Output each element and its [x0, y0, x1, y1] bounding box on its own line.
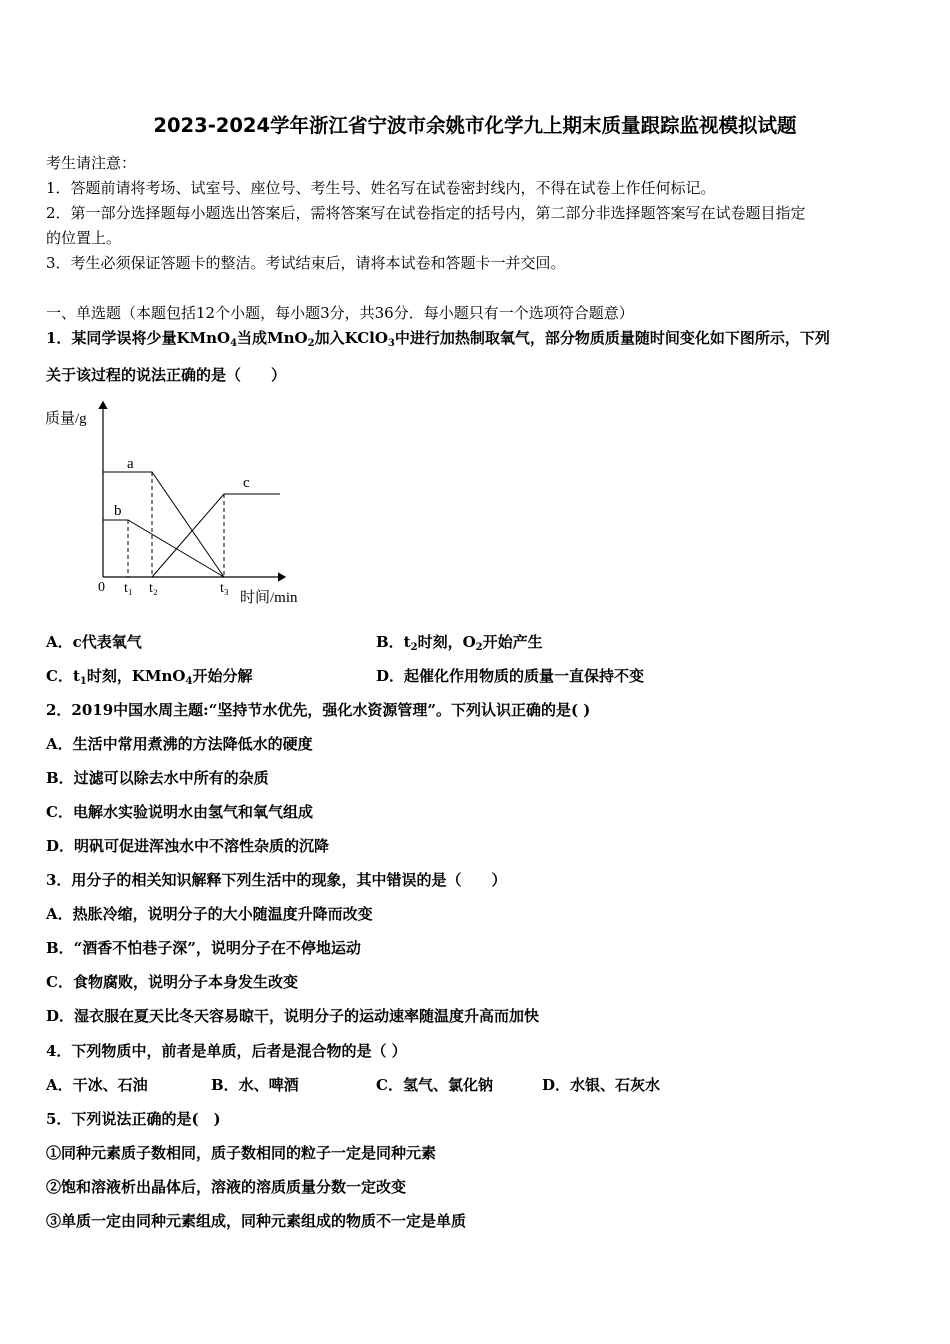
notice-heading: 考生请注意： [46, 154, 137, 172]
q1-option-d: D．起催化作用物质的质量一直保持不变 [376, 667, 645, 685]
q4-option-a: A．干冰、石油 [46, 1076, 148, 1094]
q1-option-c: C．$t_1$时刻，KMnO$_4$开始分解 [46, 667, 253, 687]
q3-stem: 3．用分子的相关知识解释下列生活中的现象，其中错误的是（ ） [46, 871, 507, 889]
q4-stem: 4．下列物质中，前者是单质，后者是混合物的是（ ） [46, 1042, 407, 1060]
tick-t3: t₃ [220, 581, 229, 596]
q1-option-a: A．c代表氧气 [46, 633, 142, 651]
q3-option-a: A．热胀冷缩，说明分子的大小随温度升降而改变 [46, 905, 373, 923]
q1-stem-line2: 关于该过程的说法正确的是（ ） [46, 366, 287, 384]
notice-item-2: 2．第一部分选择题每小题选出答案后，需将答案写在试卷指定的括号内，第二部分非选择题答案写在试卷题目指定 [46, 204, 806, 222]
q2-option-d: D．明矾可促进浑浊水中不溶性杂质的沉降 [46, 837, 330, 855]
q3-option-d: D．湿衣服在夏天比冬天容易晾干，说明分子的运动速率随温度升高而加快 [46, 1007, 540, 1025]
series-a-line [103, 472, 224, 577]
q2-option-c: C．电解水实验说明水由氢气和氧气组成 [46, 803, 313, 821]
q3-option-c: C．食物腐败，说明分子本身发生改变 [46, 973, 298, 991]
q1-chart [40, 396, 320, 611]
q4-option-c: C．氢气、氯化钠 [376, 1076, 493, 1094]
notice-item-3: 3．考生必须保证答题卡的整洁。考试结束后，请将本试卷和答题卡一并交回。 [46, 254, 566, 272]
notice-item-2-cont: 的位置上。 [46, 229, 122, 247]
tick-t2: t₂ [149, 581, 158, 596]
q4-option-d: D．水银、石灰水 [542, 1076, 661, 1094]
section-heading: 一、单选题（本题包括12个小题，每小题3分，共36分．每小题只有一个选项符合题意） [46, 304, 634, 322]
series-b-label: b [114, 503, 122, 519]
q2-stem: 2．2019中国水周主题:“坚持节水优先，强化水资源管理”。下列认识正确的是( ) [46, 701, 591, 719]
q1-stem-line1: 1．某同学误将少量KMnO$_4$当成MnO$_2$加入KClO$_3$中进行加热制取氧气，部分物质质量随时间变化如下图所示，下列 [46, 329, 830, 349]
y-axis-label: 质量/g [45, 411, 87, 427]
origin-label: 0 [98, 580, 105, 595]
q4-option-b: B．水、啤酒 [211, 1076, 299, 1094]
exam-title: 2023-2024学年浙江省宁波市余姚市化学九上期末质量跟踪监视模拟试题 [153, 114, 797, 137]
notice-item-1: 1．答题前请将考场、试室号、座位号、考生号、姓名写在试卷密封线内，不得在试卷上作任何标记。 [46, 179, 716, 197]
q2-option-b: B．过滤可以除去水中所有的杂质 [46, 769, 269, 787]
q3-option-b: B．“酒香不怕巷子深”，说明分子在不停地运动 [46, 939, 361, 957]
q2-option-a: A．生活中常用煮沸的方法降低水的硬度 [46, 735, 313, 753]
series-b-line [103, 520, 224, 577]
series-a-label: a [127, 456, 134, 472]
q5-statement-3: ③单质一定由同种元素组成，同种元素组成的物质不一定是单质 [46, 1212, 467, 1230]
q1-option-b: B．$t_2$时刻，$O_2$开始产生 [376, 633, 543, 653]
tick-t1: t₁ [124, 581, 133, 596]
series-c-label: c [243, 475, 250, 491]
x-axis-label: 时间/min [240, 590, 298, 606]
q5-stem: 5．下列说法正确的是( ) [46, 1110, 221, 1128]
q5-statement-1: ①同种元素质子数相同，质子数相同的粒子一定是同种元素 [46, 1144, 437, 1162]
q5-statement-2: ②饱和溶液析出晶体后，溶液的溶质质量分数一定改变 [46, 1178, 407, 1196]
